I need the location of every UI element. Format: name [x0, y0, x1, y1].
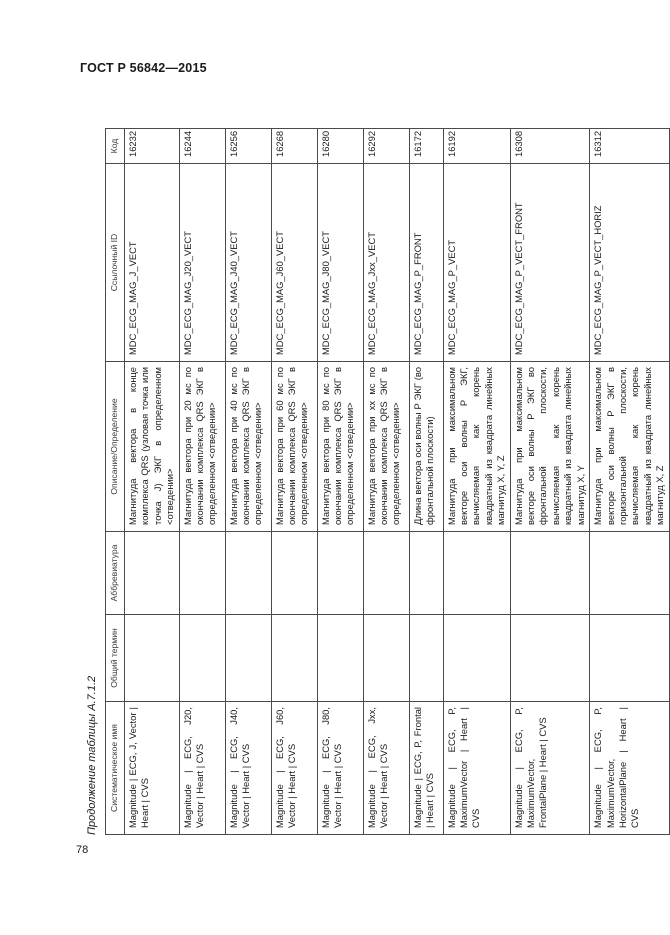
cell-code: 16192 — [443, 129, 510, 164]
table-row — [179, 129, 225, 835]
cell-description: Магнитуда вектора при xx мс по окончании комплекса QRS ЭКГ в определенном <отведении> — [363, 362, 409, 532]
cell-abbreviation — [317, 532, 363, 615]
cell-code: 16312 — [590, 129, 669, 164]
cell-system-name: Magnitude | ECG, J40, Vector | Heart | CVS — [225, 702, 271, 835]
cell-abbreviation — [443, 532, 510, 615]
table-row — [225, 129, 271, 835]
cell-reference-id: MDC_ECG_MAG_P_VECT_FRONT — [510, 164, 589, 362]
cell-common-term — [271, 615, 317, 702]
table-caption: Продолжение таблицы А.7.1.2 — [86, 675, 98, 835]
cell-description: Магнитуда вектора в конце комплекса QRS (узловая точка или точка J) ЭКГ в определенном <отведении> — [125, 362, 180, 532]
cell-reference-id: MDC_ECG_MAG_Jxx_VECT — [363, 164, 409, 362]
cell-code: 16280 — [317, 129, 363, 164]
cell-abbreviation — [510, 532, 589, 615]
cell-description: Магнитуда вектора при 40 мс по окончании комплекса QRS ЭКГ в определенном <отведении> — [225, 362, 271, 532]
cell-system-name: Magnitude | ECG, J60, Vector | Heart | CVS — [271, 702, 317, 835]
cell-system-name: Magnitude | ECG, P, MaximumVector, HorizontalPlane | Heart | CVS — [590, 702, 669, 835]
cell-system-name: Magnitude | ECG, P, MaximumVector, FrontalPlane | Heart | CVS — [510, 702, 589, 835]
cell-common-term — [409, 615, 443, 702]
cell-common-term — [510, 615, 589, 702]
cell-code: 16172 — [409, 129, 443, 164]
cell-description: Магнитуда при максимальном векторе оси волны Р ЭКГ во фронтальной плоскости, вычисляемая как корень квадратный из квадрата линейных магнитуд X, Y — [510, 362, 589, 532]
cell-common-term — [317, 615, 363, 702]
table-header-row — [106, 129, 125, 835]
header-description: Описание/Определение — [106, 362, 125, 532]
cell-common-term — [225, 615, 271, 702]
cell-common-term — [125, 615, 180, 702]
page-number: 78 — [76, 844, 89, 856]
header-common-term: Общий термин — [106, 615, 125, 702]
cell-system-name: Magnitude | ECG, J20, Vector | Heart | CVS — [179, 702, 225, 835]
table-row — [590, 129, 669, 835]
table-row — [363, 129, 409, 835]
cell-description: Магнитуда вектора при 80 мс по окончании комплекса QRS ЭКГ в определенном <отведении> — [317, 362, 363, 532]
header-reference-id: Ссылочный ID — [106, 164, 125, 362]
rotated-table-area — [80, 129, 666, 835]
cell-abbreviation — [125, 532, 180, 615]
cell-system-name: Magnitude | ECG, P, MaximumVector | Heart | CVS — [443, 702, 510, 835]
table-row — [317, 129, 363, 835]
cell-abbreviation — [409, 532, 443, 615]
cell-system-name: Magnitude | ECG, J80, Vector | Heart | CVS — [317, 702, 363, 835]
cell-common-term — [363, 615, 409, 702]
cell-common-term — [179, 615, 225, 702]
cell-description: Магнитуда при максимальном векторе оси волны Р ЭКГ, вычисляемая как корень квадратный из квадрата линейных магнитуд X, Y, Z — [443, 362, 510, 532]
cell-abbreviation — [271, 532, 317, 615]
cell-reference-id: MDC_ECG_MAG_J80_VECT — [317, 164, 363, 362]
cell-code: 16256 — [225, 129, 271, 164]
cell-description: Магнитуда вектора при 20 мс по окончании комплекса QRS ЭКГ в определенном <отведении> — [179, 362, 225, 532]
cell-description: Магнитуда при максимальном векторе оси волны Р ЭКГ в горизонтальной плоскости, вычисляемая как корень квадратный из квадрата линейных магнитуд X, Z — [590, 362, 669, 532]
cell-reference-id: MDC_ECG_MAG_P_VECT — [443, 164, 510, 362]
table-row — [125, 129, 180, 835]
table-row — [510, 129, 589, 835]
cell-reference-id: MDC_ECG_MAG_J_VECT — [125, 164, 180, 362]
cell-reference-id: MDC_ECG_MAG_J20_VECT — [179, 164, 225, 362]
cell-system-name: Magnitude | ECG, P, Frontal | Heart | CVS — [409, 702, 443, 835]
cell-code: 16308 — [510, 129, 589, 164]
table-row — [409, 129, 443, 835]
document-title: ГОСТ Р 56842—2015 — [80, 61, 207, 75]
cell-reference-id: MDC_ECG_MAG_P_VECT_HORIZ — [590, 164, 669, 362]
cell-code: 16268 — [271, 129, 317, 164]
cell-common-term — [443, 615, 510, 702]
header-abbreviation: Аббревиатура — [106, 532, 125, 615]
cell-description: Магнитуда вектора при 60 мс по окончании комплекса QRS ЭКГ в определенном <отведении> — [271, 362, 317, 532]
cell-reference-id: MDC_ECG_MAG_J60_VECT — [271, 164, 317, 362]
table-row — [443, 129, 510, 835]
cell-common-term — [590, 615, 669, 702]
cell-system-name: Magnitude | ECG, J, Vector | Heart | CVS — [125, 702, 180, 835]
cell-system-name: Magnitude | ECG, Jxx, Vector | Heart | CVS — [363, 702, 409, 835]
header-code: Код — [106, 129, 125, 164]
terms-table — [105, 128, 670, 835]
cell-abbreviation — [179, 532, 225, 615]
header-system-name: Систематическое имя — [106, 702, 125, 835]
cell-abbreviation — [225, 532, 271, 615]
cell-code: 16292 — [363, 129, 409, 164]
table-row — [271, 129, 317, 835]
cell-reference-id: MDC_ECG_MAG_J40_VECT — [225, 164, 271, 362]
cell-code: 16232 — [125, 129, 180, 164]
cell-reference-id: MDC_ECG_MAG_P_FRONT — [409, 164, 443, 362]
cell-description: Длина вектора оси волны Р ЭКГ (во фронтальной плоскости) — [409, 362, 443, 532]
cell-code: 16244 — [179, 129, 225, 164]
cell-abbreviation — [590, 532, 669, 615]
cell-abbreviation — [363, 532, 409, 615]
